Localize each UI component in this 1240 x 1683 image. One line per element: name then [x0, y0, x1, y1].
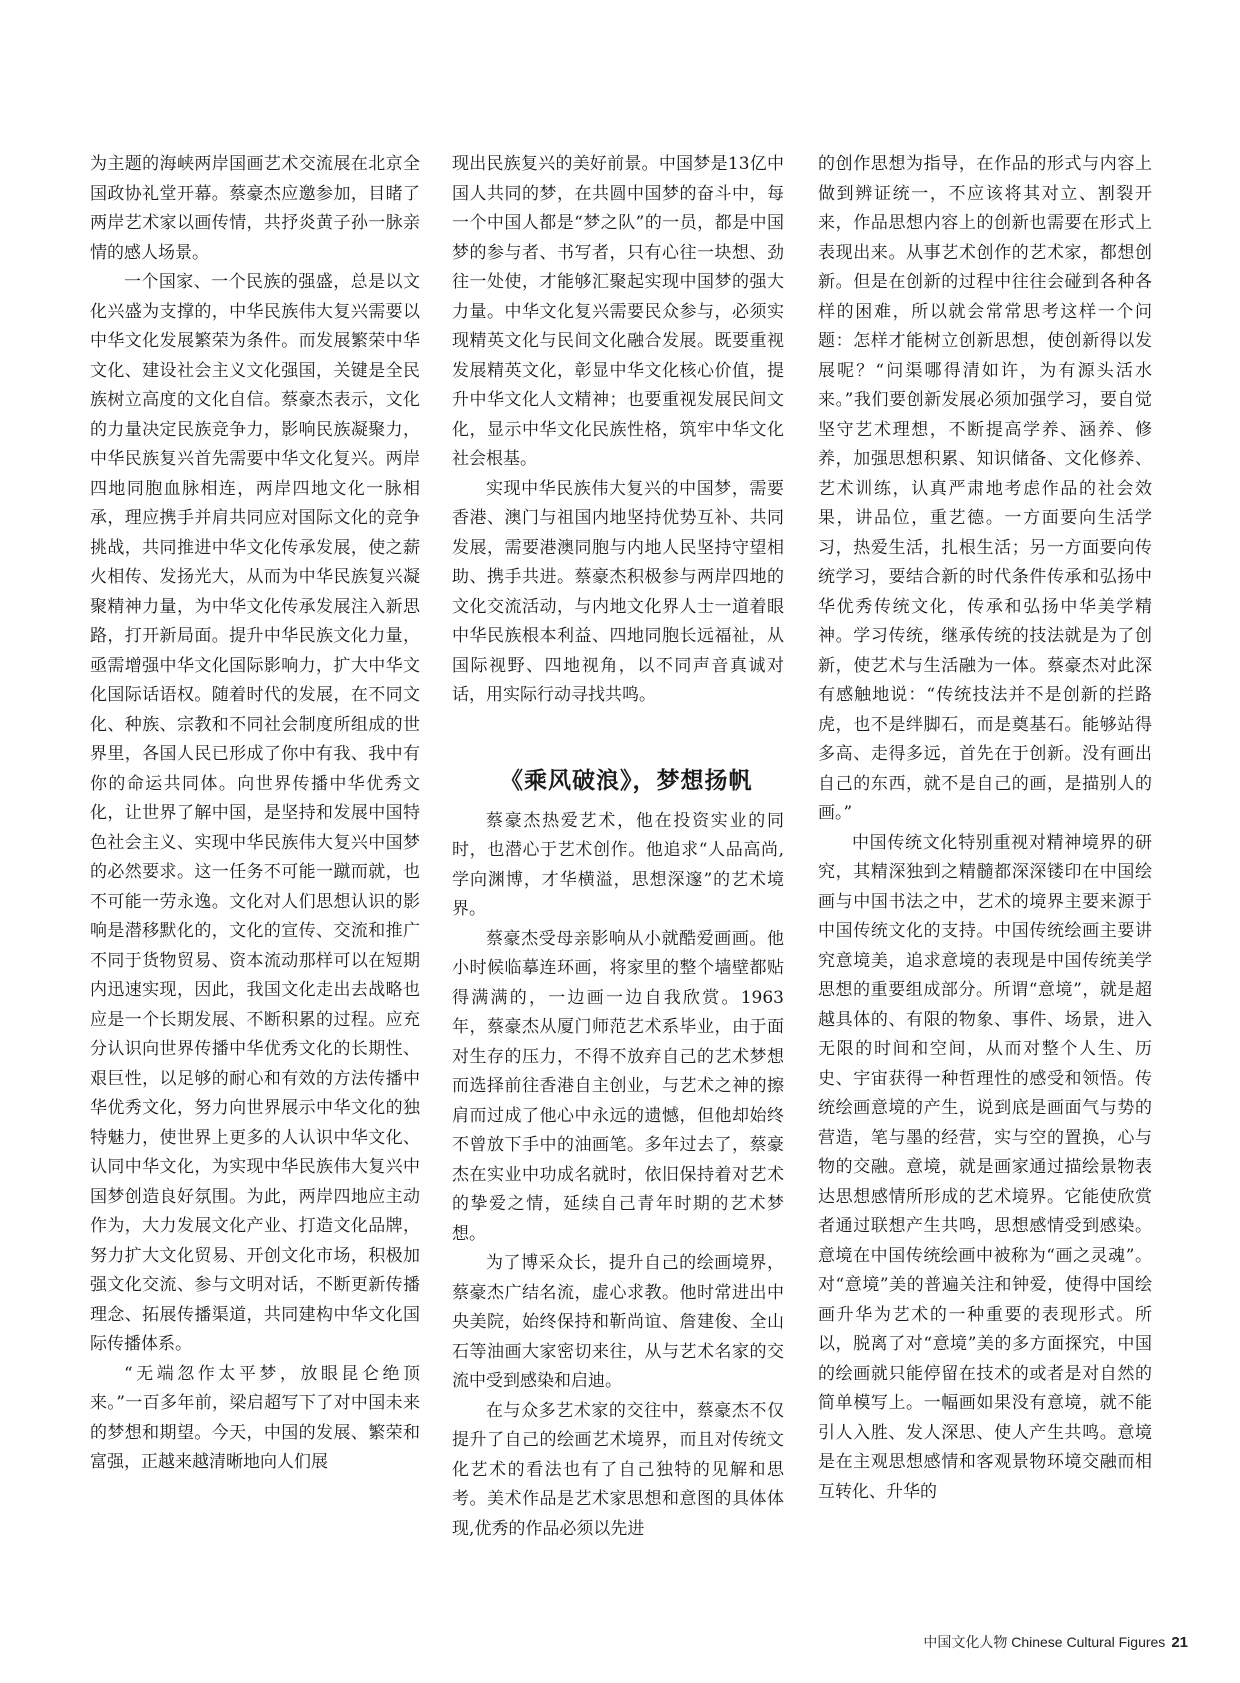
page-footer [923, 1632, 1188, 1652]
article-column-1 [90, 150, 420, 1478]
paragraph: 蔡豪杰热爱艺术，他在投资实业的同时，也潜心于艺术创作。他追求“人品高尚,学向渊博，才华横溢，思想深邃”的艺术境界。 [452, 810, 784, 919]
article-column-2 [452, 150, 784, 1544]
paragraph: 为了博采众长，提升自己的绘画境界，蔡豪杰广结名流，虚心求教。他时常进出中央美院，始终保持和靳尚谊、詹建俊、全山石等油画大家密切来往，从与艺术名家的交流中受到感染和启迪。 [452, 1253, 784, 1391]
page-number: 21 [1171, 1634, 1188, 1651]
paragraph: “无端忽作太平梦，放眼昆仑绝顶来。”一百多年前，梁启超写下了对中国未来的梦想和期望。今天，中国的发展、繁荣和富强，正越来越清晰地向人们展 [90, 1363, 420, 1472]
paragraph: 在与众多艺术家的交往中，蔡豪杰不仅提升了自己的绘画艺术境界，而且对传统文化艺术的看法也有了自己独特的见解和思考。美术作品是艺术家思想和意图的具体体现,优秀的作品必须以先进 [452, 1400, 784, 1539]
paragraph: 中国传统文化特别重视对精神境界的研究，其精深独到之精髓都深深镂印在中国绘画与中国书法之中，艺术的境界主要来源于中国传统文化的支持。中国传统绘画主要讲究意境美，追求意境的表现是中国传统美学思想的重要组成部分。所谓“意境”，就是超越具体的、有限的物象、事件、场景，进入无限的时间和空间，从而对整个人生、历史、宇宙获得一种哲理性的感受和领悟。传统绘画意境的产生，说到底是画面气与势的营造，笔与墨的经营，实与空的置换，心与物的交融。意境，就是画家通过描绘景物表达思想感情所形成的艺术境界。它能使欣赏者通过联想产生共鸣，思想感情受到感染。意境在中国传统绘画中被称为“画之灵魂”。对“意境”美的普遍关注和钟爱，使得中国绘画升华为艺术的一种重要的表现形式。所以，脱离了对“意境”美的多方面探究，中国的绘画就只能停留在技术的或者是对自然的简单模写上。一幅画如果没有意境，就不能引人入胜、发人深思、使人产生共鸣。意境是在主观思想感情和客观景物环境交融而相互转化、升华的 [818, 832, 1152, 1502]
paragraph: 的创作思想为指导，在作品的形式与内容上做到辨证统一，不应该将其对立、割裂开来，作品思想内容上的创新也需要在形式上表现出来。从事艺术创作的艺术家，都想创新。但是在创新的过程中往往会碰到各种各样的困难，所以就会常常思考这样一个问题：怎样才能树立创新思想，使创新得以发展呢？“问渠哪得清如许，为有源头活水来。”我们要创新发展必须加强学习，要自觉坚守艺术理想，不断提高学养、涵养、修养，加强思想积累、知识储备、文化修养、艺术训练，认真严肃地考虑作品的社会效果，讲品位，重艺德。一方面要向生活学习，热爱生活，扎根生活；另一方面要向传统学习，要结合新的时代条件传承和弘扬中华优秀传统文化，传承和弘扬中华美学精神。学习传统，继承传统的技法就是为了创新，使艺术与生活融为一体。蔡豪杰对此深有感触地说：“传统技法并不是创新的拦路虎，也不是绊脚石，而是奠基石。能够站得多高、走得多远，首先在于创新。没有画出自己的东西，就不是自己的画，是描别人的画。” [818, 154, 1152, 823]
paragraph: 一个国家、一个民族的强盛，总是以文化兴盛为支撑的，中华民族伟大复兴需要以中华文化发展繁荣为条件。而发展繁荣中华文化、建设社会主义文化强国，关键是全民族树立高度的文化自信。蔡豪杰表示，文化的力量决定民族竞争力，影响民族凝聚力，中华民族复兴首先需要中华文化复兴。两岸四地同胞血脉相连，两岸四地文化一脉相承，理应携手并肩共同应对国际文化的竞争挑战，共同推进中华文化传承发展，使之薪火相传、发扬光大，从而为中华民族复兴凝聚精神力量，为中华文化传承发展注入新思路，打开新局面。提升中华民族文化力量，亟需增强中华文化国际影响力，扩大中华文化国际话语权。随着时代的发展，在不同文化、种族、宗教和不同社会制度所组成的世界里，各国人民已形成了你中有我、我中有你的命运共同体。向世界传播中华优秀文化，让世界了解中国，是坚持和发展中国特色社会主义、实现中华民族伟大复兴中国梦的必然要求。这一任务不可能一蹴而就，也不可能一劳永逸。文化对人们思想认识的影响是潜移默化的，文化的宣传、交流和推广不同于货物贸易、资本流动那样可以在短期内迅速实现，因此，我国文化走出去战略也应是一个长期发展、不断积累的过程。应充分认识向世界传播中华优秀文化的长期性、艰巨性，以足够的耐心和有效的方法传播中华优秀文化，努力向世界展示中华文化的独特魅力，使世界上更多的人认识中华文化、认同中华文化，为实现中华民族伟大复兴中国梦创造良好氛围。为此，两岸四地应主动作为，大力发展文化产业、打造文化品牌，努力扩大文化贸易、开创文化市场，积极加强文化交流、参与文明对话，不断更新传播理念、拓展传播渠道，共同建构中华文化国际传播体系。 [90, 272, 420, 1354]
paragraph: 实现中华民族伟大复兴的中国梦，需要香港、澳门与祖国内地坚持优势互补、共同发展，需要港澳同胞与内地人民坚持守望相助、携手共进。蔡豪杰积极参与两岸四地的文化交流活动，与内地文化界人士一道着眼中华民族根本利益、四地同胞长远福祉，从国际视野、四地视角，以不同声音真诚对话，用实际行动寻找共鸣。 [452, 478, 784, 705]
paragraph: 现出民族复兴的美好前景。中国梦是13亿中国人共同的梦，在共圆中国梦的奋斗中，每一个中国人都是“梦之队”的一员，都是中国梦的参与者、书写者，只有心往一块想、劲往一处使，才能够汇聚起实现中国梦的强大力量。中华文化复兴需要民众参与，必须实现精英文化与民间文化融合发展。既要重视发展精英文化，彰显中华文化核心价值，提升中华文化人文精神；也要重视发展民间文化，显示中华文化民族性格，筑牢中华文化社会根基。 [452, 154, 784, 469]
paragraph: 蔡豪杰受母亲影响从小就酷爱画画。他小时候临摹连环画，将家里的整个墙壁都贴得满满的，一边画一边自我欣赏。1963年，蔡豪杰从厦门师范艺术系毕业，由于面对生存的压力，不得不放弃自己的艺术梦想而选择前往香港自主创业，与艺术之神的擦肩而过成了他心中永远的遗憾，但他却始终不曾放下手中的油画笔。多年过去了，蔡豪杰在实业中功成名就时，依旧保持着对艺术的挚爱之情，延续自己青年时期的艺术梦想。 [452, 928, 784, 1244]
magazine-name: 中国文化人物 Chinese Cultural Figures [923, 1634, 1166, 1650]
article-column-3 [818, 150, 1152, 1507]
paragraph: 为主题的海峡两岸国画艺术交流展在北京全国政协礼堂开幕。蔡豪杰应邀参加，目睹了两岸艺术家以画传情，共抒炎黄子孙一脉亲情的感人场景。 [90, 154, 420, 263]
section-heading: 《乘风破浪》，梦想扬帆 [500, 767, 753, 794]
